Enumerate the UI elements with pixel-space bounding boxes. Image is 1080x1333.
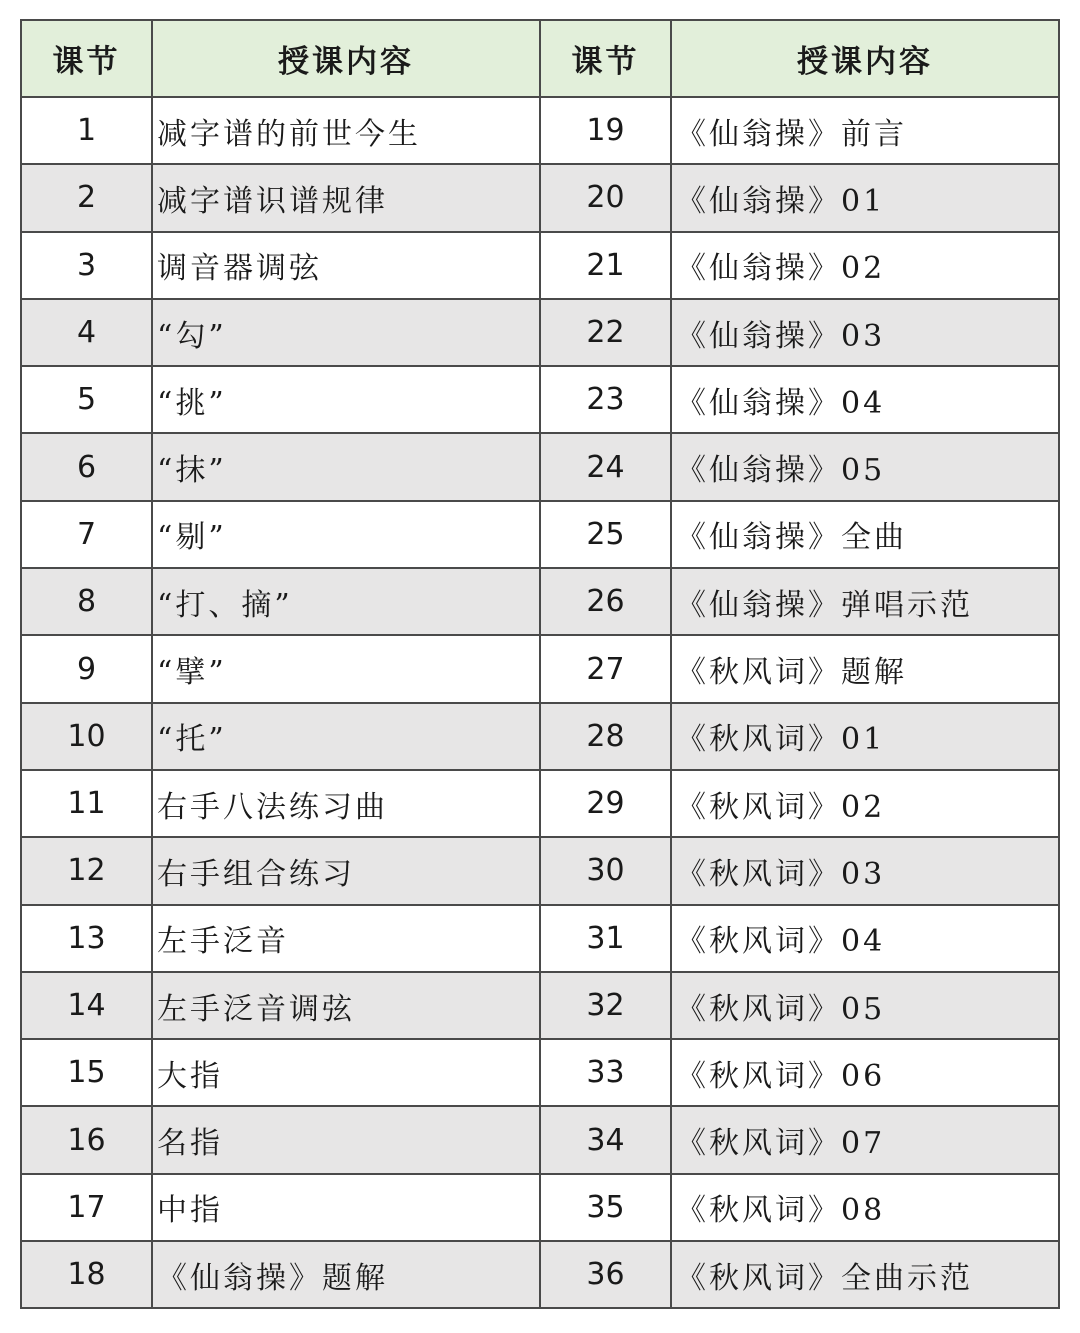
table-row (21, 1174, 1059, 1241)
lesson-content-left: 右手组合练习 (152, 837, 540, 904)
lesson-number-right: 21 (540, 232, 671, 299)
lesson-number-left: 10 (21, 703, 152, 770)
lesson-content-left: 《仙翁操》题解 (152, 1241, 540, 1308)
lesson-number-left: 15 (21, 1039, 152, 1106)
lesson-content-right: 《秋风词》07 (671, 1106, 1059, 1173)
lesson-content-right: 《秋风词》题解 (671, 635, 1059, 702)
lesson-number-right: 31 (540, 905, 671, 972)
lesson-number-right: 28 (540, 703, 671, 770)
lesson-content-right: 《仙翁操》05 (671, 433, 1059, 500)
table-row (21, 433, 1059, 500)
lesson-number-right: 29 (540, 770, 671, 837)
lesson-content-left: 减字谱识谱规律 (152, 164, 540, 231)
course-schedule-wrapper (20, 19, 1058, 1309)
lesson-content-left: 减字谱的前世今生 (152, 97, 540, 164)
lesson-number-left: 16 (21, 1106, 152, 1173)
lesson-number-left: 9 (21, 635, 152, 702)
table-row (21, 1039, 1059, 1106)
lesson-content-left: 大指 (152, 1039, 540, 1106)
lesson-number-left: 17 (21, 1174, 152, 1241)
table-row (21, 1241, 1059, 1308)
table-row (21, 703, 1059, 770)
lesson-number-left: 2 (21, 164, 152, 231)
lesson-number-right: 23 (540, 366, 671, 433)
lesson-content-left: “擘” (152, 635, 540, 702)
lesson-number-left: 18 (21, 1241, 152, 1308)
lesson-number-left: 12 (21, 837, 152, 904)
lesson-content-right: 《秋风词》06 (671, 1039, 1059, 1106)
lesson-content-right: 《仙翁操》全曲 (671, 501, 1059, 568)
lesson-number-left: 14 (21, 972, 152, 1039)
lesson-content-left: 调音器调弦 (152, 232, 540, 299)
header-lesson-content-left: 授课内容 (152, 20, 540, 97)
lesson-number-right: 19 (540, 97, 671, 164)
lesson-number-right: 27 (540, 635, 671, 702)
table-row (21, 837, 1059, 904)
table-row (21, 1106, 1059, 1173)
lesson-content-right: 《仙翁操》03 (671, 299, 1059, 366)
lesson-number-left: 4 (21, 299, 152, 366)
lesson-number-right: 25 (540, 501, 671, 568)
lesson-content-right: 《秋风词》05 (671, 972, 1059, 1039)
table-header-row (21, 20, 1059, 97)
lesson-content-left: 中指 (152, 1174, 540, 1241)
table-row (21, 164, 1059, 231)
lesson-number-right: 35 (540, 1174, 671, 1241)
lesson-content-right: 《仙翁操》04 (671, 366, 1059, 433)
lesson-content-left: 左手泛音调弦 (152, 972, 540, 1039)
lesson-number-right: 34 (540, 1106, 671, 1173)
lesson-content-left: “勾” (152, 299, 540, 366)
lesson-number-left: 6 (21, 433, 152, 500)
table-row (21, 501, 1059, 568)
lesson-content-right: 《秋风词》08 (671, 1174, 1059, 1241)
table-row (21, 972, 1059, 1039)
table-row (21, 299, 1059, 366)
lesson-content-right: 《仙翁操》弹唱示范 (671, 568, 1059, 635)
lesson-number-left: 5 (21, 366, 152, 433)
lesson-number-right: 20 (540, 164, 671, 231)
lesson-content-right: 《秋风词》03 (671, 837, 1059, 904)
lesson-number-left: 1 (21, 97, 152, 164)
lesson-content-right: 《仙翁操》前言 (671, 97, 1059, 164)
lesson-content-left: “打、摘” (152, 568, 540, 635)
lesson-number-right: 26 (540, 568, 671, 635)
lesson-content-right: 《秋风词》02 (671, 770, 1059, 837)
header-lesson-content-right: 授课内容 (671, 20, 1059, 97)
table-body (21, 97, 1059, 1308)
lesson-number-left: 13 (21, 905, 152, 972)
lesson-content-left: 名指 (152, 1106, 540, 1173)
lesson-content-right: 《秋风词》01 (671, 703, 1059, 770)
table-row (21, 770, 1059, 837)
lesson-number-right: 36 (540, 1241, 671, 1308)
table-row (21, 568, 1059, 635)
header-lesson-number-left: 课节 (21, 20, 152, 97)
lesson-number-right: 32 (540, 972, 671, 1039)
course-schedule-table (20, 19, 1060, 1309)
lesson-number-left: 3 (21, 232, 152, 299)
lesson-number-right: 24 (540, 433, 671, 500)
lesson-content-left: “挑” (152, 366, 540, 433)
table-row (21, 366, 1059, 433)
lesson-content-right: 《秋风词》04 (671, 905, 1059, 972)
lesson-content-left: 右手八法练习曲 (152, 770, 540, 837)
lesson-content-left: “托” (152, 703, 540, 770)
lesson-number-right: 33 (540, 1039, 671, 1106)
lesson-content-left: “剔” (152, 501, 540, 568)
lesson-content-left: 左手泛音 (152, 905, 540, 972)
table-row (21, 97, 1059, 164)
lesson-number-left: 11 (21, 770, 152, 837)
lesson-content-right: 《秋风词》全曲示范 (671, 1241, 1059, 1308)
lesson-content-right: 《仙翁操》01 (671, 164, 1059, 231)
table-row (21, 232, 1059, 299)
lesson-number-left: 8 (21, 568, 152, 635)
lesson-content-left: “抹” (152, 433, 540, 500)
table-row (21, 635, 1059, 702)
lesson-content-right: 《仙翁操》02 (671, 232, 1059, 299)
table-row (21, 905, 1059, 972)
lesson-number-left: 7 (21, 501, 152, 568)
header-lesson-number-right: 课节 (540, 20, 671, 97)
lesson-number-right: 30 (540, 837, 671, 904)
lesson-number-right: 22 (540, 299, 671, 366)
